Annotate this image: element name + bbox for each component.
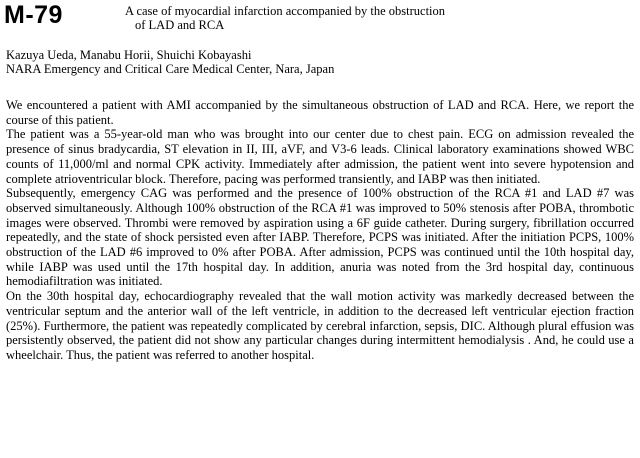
paragraph-case: The patient was a 55-year-old man who was brought into our center due to chest pain. ECG on admission revealed the presence of sinus bradycardia, ST elevation in II, III, aVF, and V3-6 leads. Clinical laboratory examinations showed WBC counts of 11,000/ml and normal CPK activity. Immediately after admission, the patient went into severe hypotension and complete atrioventricular block. Therefore, pacing was performed transiently, and IABP was then initiated. xyxy=(6,127,634,186)
paragraph-outcome: On the 30th hospital day, echocardiography revealed that the wall motion activity was markedly decreased between the ventricular septum and the anterior wall of the left ventricle, in addition to the decreased left ventricular ejection fraction (25%). Furthermore, the patient was repeatedly complicated by cerebral infarction, sepsis, DIC. Although plural effusion was persistently observed, the patient did not show any particular changes during intermittent hemodialysis . And, he could use a wheelchair. Thus, the patient was referred to another hospital. xyxy=(6,289,634,362)
author-list: Kazuya Ueda, Manabu Horii, Shuichi Kobayashi xyxy=(6,48,252,62)
title-line-1: A case of myocardial infarction accompanied by the obstruction xyxy=(125,4,446,18)
abstract-body xyxy=(6,98,634,363)
abstract-id: M-79 xyxy=(4,1,63,29)
abstract-title xyxy=(125,4,605,32)
title-line-2: of LAD and RCA xyxy=(135,18,225,32)
affiliation: NARA Emergency and Critical Care Medical Center, Nara, Japan xyxy=(6,62,335,76)
paragraph-course: Subsequently, emergency CAG was performed and the presence of 100% obstruction of the RCA #1 and LAD #7 was observed simultaneously. Although 100% obstruction of the RCA #1 was improved to 50% stenosis after POBA, thrombotic images were observed. Thrombi were removed by aspiration using a 6F guide catheter. During surgery, fibrillation occurred repeatedly, and the state of shock persisted even after IABP. Therefore, PCPS was initiated. After the initiation PCPS, 100% obstruction of the LAD #6 improved to 0% after POBA. After admission, PCPS was continued until the 10th hospital day, while IABP was used until the 17th hospital day. In addition, anuria was noted from the 3rd hospital day, continuous hemodiafiltration was initiated. xyxy=(6,186,634,289)
paragraph-intro: We encountered a patient with AMI accompanied by the simultaneous obstruction of LAD and RCA. Here, we report the course of this patient. xyxy=(6,98,634,127)
